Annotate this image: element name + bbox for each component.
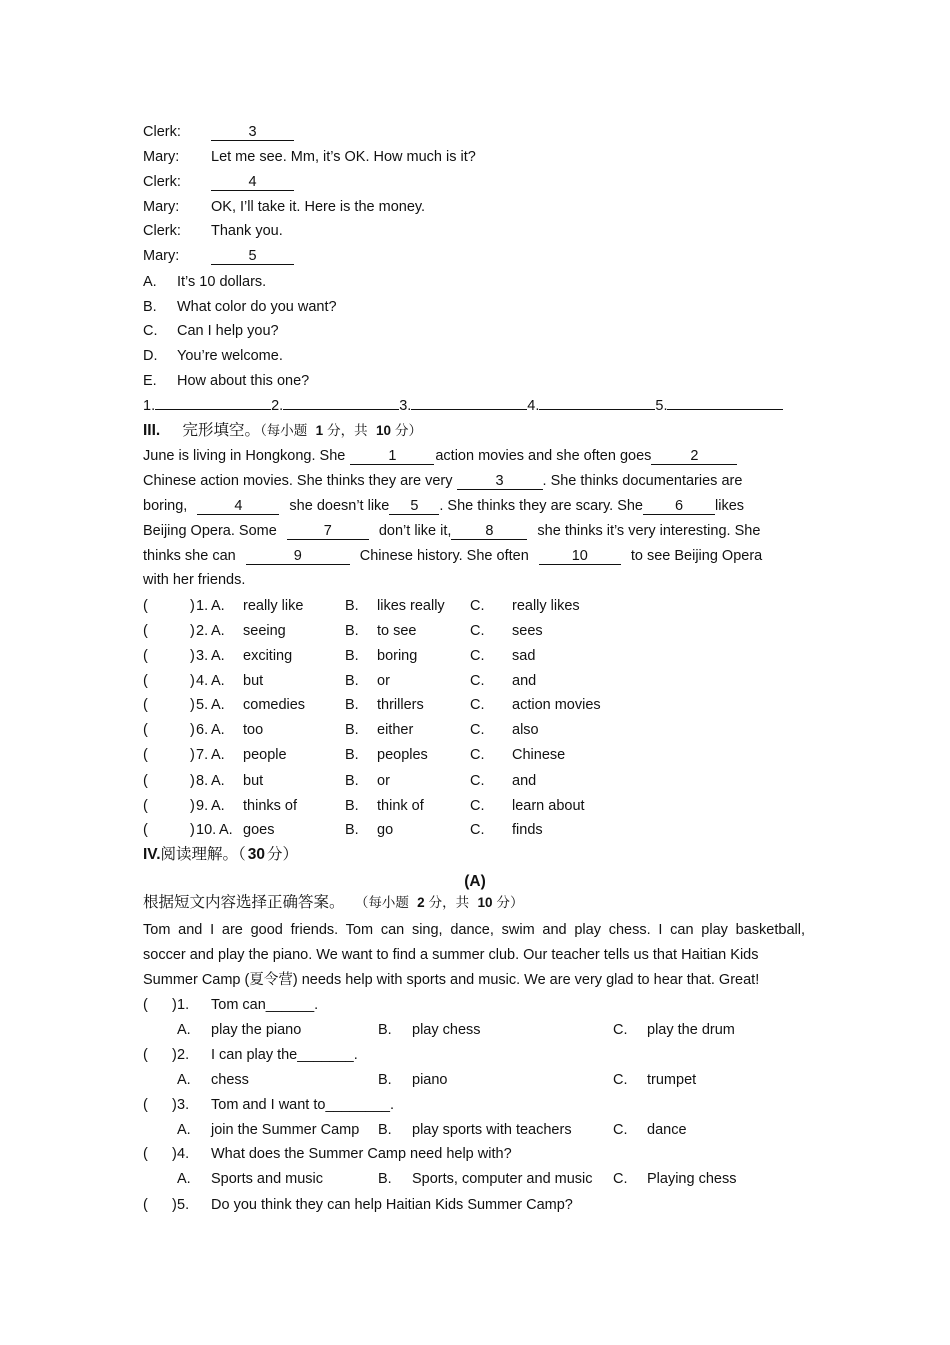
part-heading: (A) <box>464 873 486 890</box>
choice-c[interactable]: sad <box>512 648 536 664</box>
choice-b[interactable]: boring <box>377 648 418 664</box>
choice-c[interactable]: also <box>512 722 539 738</box>
answer-blank[interactable]: 3 <box>211 124 294 141</box>
question-number: 3. <box>196 648 209 664</box>
section-note: （每小题 <box>354 895 409 911</box>
answer-bracket[interactable]: ( <box>143 822 148 838</box>
choice-letter: C. <box>470 747 485 763</box>
section-note: 分） <box>496 895 524 911</box>
cloze-blank[interactable]: 3 <box>457 473 543 490</box>
cloze-blank[interactable]: 9 <box>246 548 350 565</box>
choice-letter: A. <box>211 673 225 689</box>
choice-letter: A. <box>211 697 225 713</box>
choice-a[interactable]: chess <box>211 1072 249 1088</box>
choice-b[interactable]: or <box>377 773 390 789</box>
option-text: What color do you want? <box>177 299 337 315</box>
section-note: 分，共 <box>428 895 470 911</box>
answer-blank[interactable] <box>283 409 399 410</box>
choice-letter: B. <box>378 1022 392 1038</box>
dialogue-line <box>143 222 283 240</box>
question-row: ( ) 6. A. too B. either C. also <box>143 722 539 738</box>
cloze-blank[interactable]: 1 <box>350 448 434 465</box>
question-number: 1. <box>177 997 190 1013</box>
question-row: ( ) 8. A. but B. or C. and <box>143 773 537 789</box>
choice-letter: A. <box>177 1022 191 1038</box>
question-row: ( ) 7. A. people B. peoples C. Chinese <box>143 747 566 763</box>
choice-letter: B. <box>378 1171 392 1187</box>
choice-letter: B. <box>345 798 359 814</box>
question-text: Tom and I want to________. <box>211 1097 394 1113</box>
choice-a[interactable]: join the Summer Camp <box>211 1122 360 1138</box>
option-text: It’s 10 dollars. <box>177 274 267 290</box>
option <box>143 273 267 291</box>
choice-letter: C. <box>470 798 485 814</box>
choice-letter: C. <box>470 648 485 664</box>
choice-b[interactable]: think of <box>377 798 424 814</box>
dialogue-text: Thank you. <box>211 223 283 239</box>
cloze-blank[interactable]: 10 <box>539 548 621 565</box>
points-per-item: 2 <box>417 895 425 910</box>
choice-c[interactable]: dance <box>647 1122 687 1138</box>
passage-text: likes <box>715 498 745 514</box>
option-letter: E. <box>143 373 157 389</box>
answer-blank[interactable] <box>155 409 271 410</box>
choice-letter: B. <box>378 1072 392 1088</box>
cloze-blank[interactable]: 6 <box>643 498 715 515</box>
question-number: 2. <box>177 1047 190 1063</box>
question-number: 6. <box>196 722 209 738</box>
choice-c[interactable]: action movies <box>512 697 601 713</box>
question-number: 4. <box>177 1146 190 1162</box>
answer-label: 5. <box>655 398 668 414</box>
option-text: You’re welcome. <box>177 348 283 364</box>
option-letter: B. <box>143 299 157 315</box>
question-number: 2. <box>196 623 209 639</box>
answer-label: 1. <box>143 398 156 414</box>
option <box>143 372 310 390</box>
choice-a[interactable]: too <box>243 722 264 738</box>
question-number: 9. <box>196 798 209 814</box>
section-note: 分） <box>267 845 299 863</box>
section-note: 分） <box>394 423 422 439</box>
option <box>143 298 337 316</box>
passage-text: Tom and I are good friends. Tom can sing, dance, swim and play chess. I can play basketball, <box>143 922 805 938</box>
choice-c[interactable]: play the drum <box>647 1022 735 1038</box>
speaker: Clerk: <box>143 223 181 239</box>
choice-c[interactable]: sees <box>512 623 543 639</box>
question-number: 4. <box>196 673 209 689</box>
passage-text: thinks she can <box>143 548 236 564</box>
question-text: Tom can______. <box>211 997 319 1013</box>
choice-b[interactable]: thrillers <box>377 697 424 713</box>
option <box>143 347 283 365</box>
choice-letter: B. <box>378 1122 392 1138</box>
answer-bracket[interactable]: ( <box>143 1197 148 1213</box>
answer-label: 2. <box>271 398 284 414</box>
question-text: I can play the_______. <box>211 1047 358 1063</box>
question-row: ( ) 2. I can play the_______. <box>143 1047 358 1063</box>
choice-a[interactable]: people <box>243 747 287 763</box>
answer-bracket[interactable]: ( <box>143 598 148 614</box>
choice-letter: C. <box>470 722 485 738</box>
choice-letter: A. <box>211 747 225 763</box>
question-text: Do you think they can help Haitian Kids Summer Camp? <box>211 1197 573 1213</box>
question-number: 5. <box>177 1197 190 1213</box>
choice-letter: A. <box>177 1122 191 1138</box>
choice-c[interactable]: Chinese <box>512 747 566 763</box>
passage-text: . She thinks documentaries are <box>542 473 743 489</box>
question-row: ( ) 5. A. comedies B. thrillers C. action movies <box>143 697 601 713</box>
choice-a[interactable]: comedies <box>243 697 306 713</box>
choice-letter: C. <box>470 623 485 639</box>
passage-text: she doesn’t like <box>289 498 390 514</box>
dialogue-line <box>143 247 257 265</box>
choice-letter: B. <box>345 822 359 838</box>
choice-letter: A. <box>211 722 225 738</box>
passage-text: Beijing Opera. Some <box>143 523 277 539</box>
question-number: 5. <box>196 697 209 713</box>
answer-bracket[interactable]: ( <box>143 773 148 789</box>
dialogue-line <box>143 198 426 216</box>
answer-bracket[interactable]: ( <box>143 747 148 763</box>
dialogue-line <box>143 123 257 141</box>
choice-letter: B. <box>345 623 359 639</box>
section-heading <box>143 845 298 864</box>
question-number: 7. <box>196 747 209 763</box>
answer-bracket[interactable]: ( <box>143 1097 148 1113</box>
choice-c[interactable]: and <box>512 673 537 689</box>
choice-letter: C. <box>613 1122 628 1138</box>
answer-blank[interactable] <box>411 409 527 410</box>
instruction-text: 根据短文内容选择正确答案。 <box>143 893 345 911</box>
option-text: How about this one? <box>177 373 310 389</box>
choice-b[interactable]: play chess <box>412 1022 481 1038</box>
question-row: ( ) 9. A. thinks of B. think of C. learn about <box>143 798 585 814</box>
question-row: ( ) 3. A. exciting B. boring C. sad <box>143 648 536 664</box>
question-row: ( ) 2. A. seeing B. to see C. sees <box>143 623 543 639</box>
cloze-blank[interactable]: 8 <box>451 523 527 540</box>
choice-b[interactable]: play sports with teachers <box>412 1122 572 1138</box>
section-note: 分，共 <box>327 423 368 439</box>
total-points: 30 <box>247 846 266 863</box>
passage-text: boring, <box>143 498 188 514</box>
choice-c[interactable]: trumpet <box>647 1072 697 1088</box>
passage-text: . She thinks they are scary. She <box>439 498 643 514</box>
question-row: ( ) 1. Tom can______. <box>143 997 319 1013</box>
answer-blank[interactable] <box>667 409 783 410</box>
question-number: 10. <box>196 822 217 838</box>
choice-b[interactable]: or <box>377 673 390 689</box>
question-text: What does the Summer Camp need help with? <box>211 1146 512 1162</box>
choice-letter: C. <box>470 822 485 838</box>
section-title: 阅读理解。（ <box>160 845 246 863</box>
choice-a[interactable]: seeing <box>243 623 286 639</box>
choice-b[interactable]: to see <box>377 623 417 639</box>
question-row: ( ) 4. What does the Summer Camp need help with? <box>143 1146 512 1162</box>
choice-letter: A. <box>177 1072 191 1088</box>
choice-b[interactable]: go <box>377 822 394 838</box>
option <box>143 322 279 340</box>
choice-letter: B. <box>345 722 359 738</box>
answer-bracket[interactable]: ( <box>143 997 148 1013</box>
question-number: 8. <box>196 773 209 789</box>
cloze-blank[interactable]: 2 <box>651 448 737 465</box>
choice-b[interactable]: either <box>377 722 414 738</box>
passage-text: Chinese history. She often <box>359 548 529 564</box>
passage-text: June is living in Hongkong. She <box>143 448 346 464</box>
passage-text: action movies and she often goes <box>435 448 652 464</box>
total-points: 10 <box>375 423 391 438</box>
choice-c[interactable]: Playing chess <box>647 1171 737 1187</box>
choice-letter: C. <box>613 1072 628 1088</box>
answer-blank[interactable]: 4 <box>211 174 294 191</box>
passage-text: she thinks it’s very interesting. She <box>537 523 761 539</box>
dialogue-line <box>143 173 257 191</box>
dialogue-text: Let me see. Mm, it’s OK. How much is it? <box>211 149 476 165</box>
choice-letter: A. <box>211 598 225 614</box>
choice-c[interactable]: and <box>512 773 537 789</box>
speaker: Mary: <box>143 199 180 215</box>
question-row: ( ) 5. Do you think they can help Haitian Kids Summer Camp? <box>143 1197 573 1213</box>
choice-c[interactable]: finds <box>512 822 543 838</box>
speaker: Mary: <box>143 149 180 165</box>
choice-b[interactable]: peoples <box>377 747 428 763</box>
choice-a[interactable]: exciting <box>243 648 293 664</box>
passage-text: don’t like it, <box>378 523 452 539</box>
choice-c[interactable]: really likes <box>512 598 580 614</box>
choice-letter: C. <box>470 673 485 689</box>
choice-a[interactable]: really like <box>243 598 304 614</box>
choice-b[interactable]: Sports, computer and music <box>412 1171 593 1187</box>
total-points: 10 <box>477 895 493 910</box>
speaker: Clerk: <box>143 174 181 190</box>
cloze-blank[interactable]: 4 <box>197 498 279 515</box>
section-title: 完形填空。 <box>182 421 261 439</box>
answer-bracket[interactable]: ( <box>143 798 148 814</box>
choice-c[interactable]: learn about <box>512 798 585 814</box>
answer-label: 4. <box>527 398 540 414</box>
dialogue-line <box>143 148 476 166</box>
passage-text: Summer Camp (夏令营) needs help with sports and music. We are very glad to hear that. Great! <box>143 972 760 988</box>
choice-letter: A. <box>177 1171 191 1187</box>
choice-letter: A. <box>211 773 225 789</box>
question-row: ( ) 10. A. goes B. go C. finds <box>143 822 543 838</box>
dialogue-text: OK, I’ll take it. Here is the money. <box>211 199 426 215</box>
choice-a[interactable]: play the piano <box>211 1022 302 1038</box>
speaker: Clerk: <box>143 124 181 140</box>
option-letter: A. <box>143 274 157 290</box>
choice-a[interactable]: goes <box>243 822 275 838</box>
choice-letter: A. <box>211 798 225 814</box>
answer-bracket[interactable]: ( <box>143 1146 148 1162</box>
passage-text: to see Beijing Opera <box>630 548 763 564</box>
choice-letter: A. <box>219 822 233 838</box>
choice-a[interactable]: Sports and music <box>211 1171 324 1187</box>
choice-a[interactable]: but <box>243 673 264 689</box>
section-note: （每小题 <box>260 423 308 439</box>
choice-a[interactable]: thinks of <box>243 798 297 814</box>
choice-a[interactable]: but <box>243 773 264 789</box>
choice-letter: B. <box>345 773 359 789</box>
choice-letter: C. <box>613 1171 628 1187</box>
choice-letter: C. <box>470 697 485 713</box>
section-heading <box>143 421 422 440</box>
answer-bracket[interactable]: ( <box>143 673 148 689</box>
choice-letter: C. <box>613 1022 628 1038</box>
cloze-blank[interactable]: 7 <box>287 523 369 540</box>
choice-letter: A. <box>211 623 225 639</box>
choice-letter: B. <box>345 697 359 713</box>
passage-text: soccer and play the piano. We want to find a summer club. Our teacher tells us that Haitian Kids <box>143 947 759 963</box>
points-per-item: 1 <box>315 423 324 438</box>
choice-b[interactable]: piano <box>412 1072 448 1088</box>
answer-bracket[interactable]: ( <box>143 648 148 664</box>
speaker: Mary: <box>143 248 180 264</box>
section-number: IV. <box>143 846 161 863</box>
option-text: Can I help you? <box>177 323 279 339</box>
part-instructions <box>143 893 524 912</box>
question-row: ( ) 4. A. but B. or C. and <box>143 673 537 689</box>
choice-letter: C. <box>470 773 485 789</box>
section-number: III. <box>143 422 161 439</box>
choice-b[interactable]: likes really <box>377 598 445 614</box>
option-letter: C. <box>143 323 158 339</box>
answer-bracket[interactable]: ( <box>143 623 148 639</box>
choice-letter: B. <box>345 673 359 689</box>
answer-label: 3. <box>399 398 412 414</box>
question-row: ( ) 3. Tom and I want to________. <box>143 1097 394 1113</box>
answer-blank[interactable] <box>539 409 655 410</box>
cloze-blank[interactable]: 5 <box>389 498 439 515</box>
question-row: ( ) 1. A. really like B. likes really C. really likes <box>143 598 580 614</box>
choice-letter: C. <box>470 598 485 614</box>
answer-bracket[interactable]: ( <box>143 722 148 738</box>
choice-letter: B. <box>345 598 359 614</box>
passage-text: with her friends. <box>143 572 246 588</box>
answer-blank[interactable]: 5 <box>211 248 294 265</box>
choice-letter: B. <box>345 648 359 664</box>
choice-letter: A. <box>211 648 225 664</box>
question-number: 3. <box>177 1097 190 1113</box>
passage-text: Chinese action movies. She thinks they are very <box>143 473 453 489</box>
answer-line <box>143 397 783 415</box>
answer-bracket[interactable]: ( <box>143 697 148 713</box>
answer-bracket[interactable]: ( <box>143 1047 148 1063</box>
option-letter: D. <box>143 348 158 364</box>
choice-letter: B. <box>345 747 359 763</box>
question-number: 1. <box>196 598 209 614</box>
